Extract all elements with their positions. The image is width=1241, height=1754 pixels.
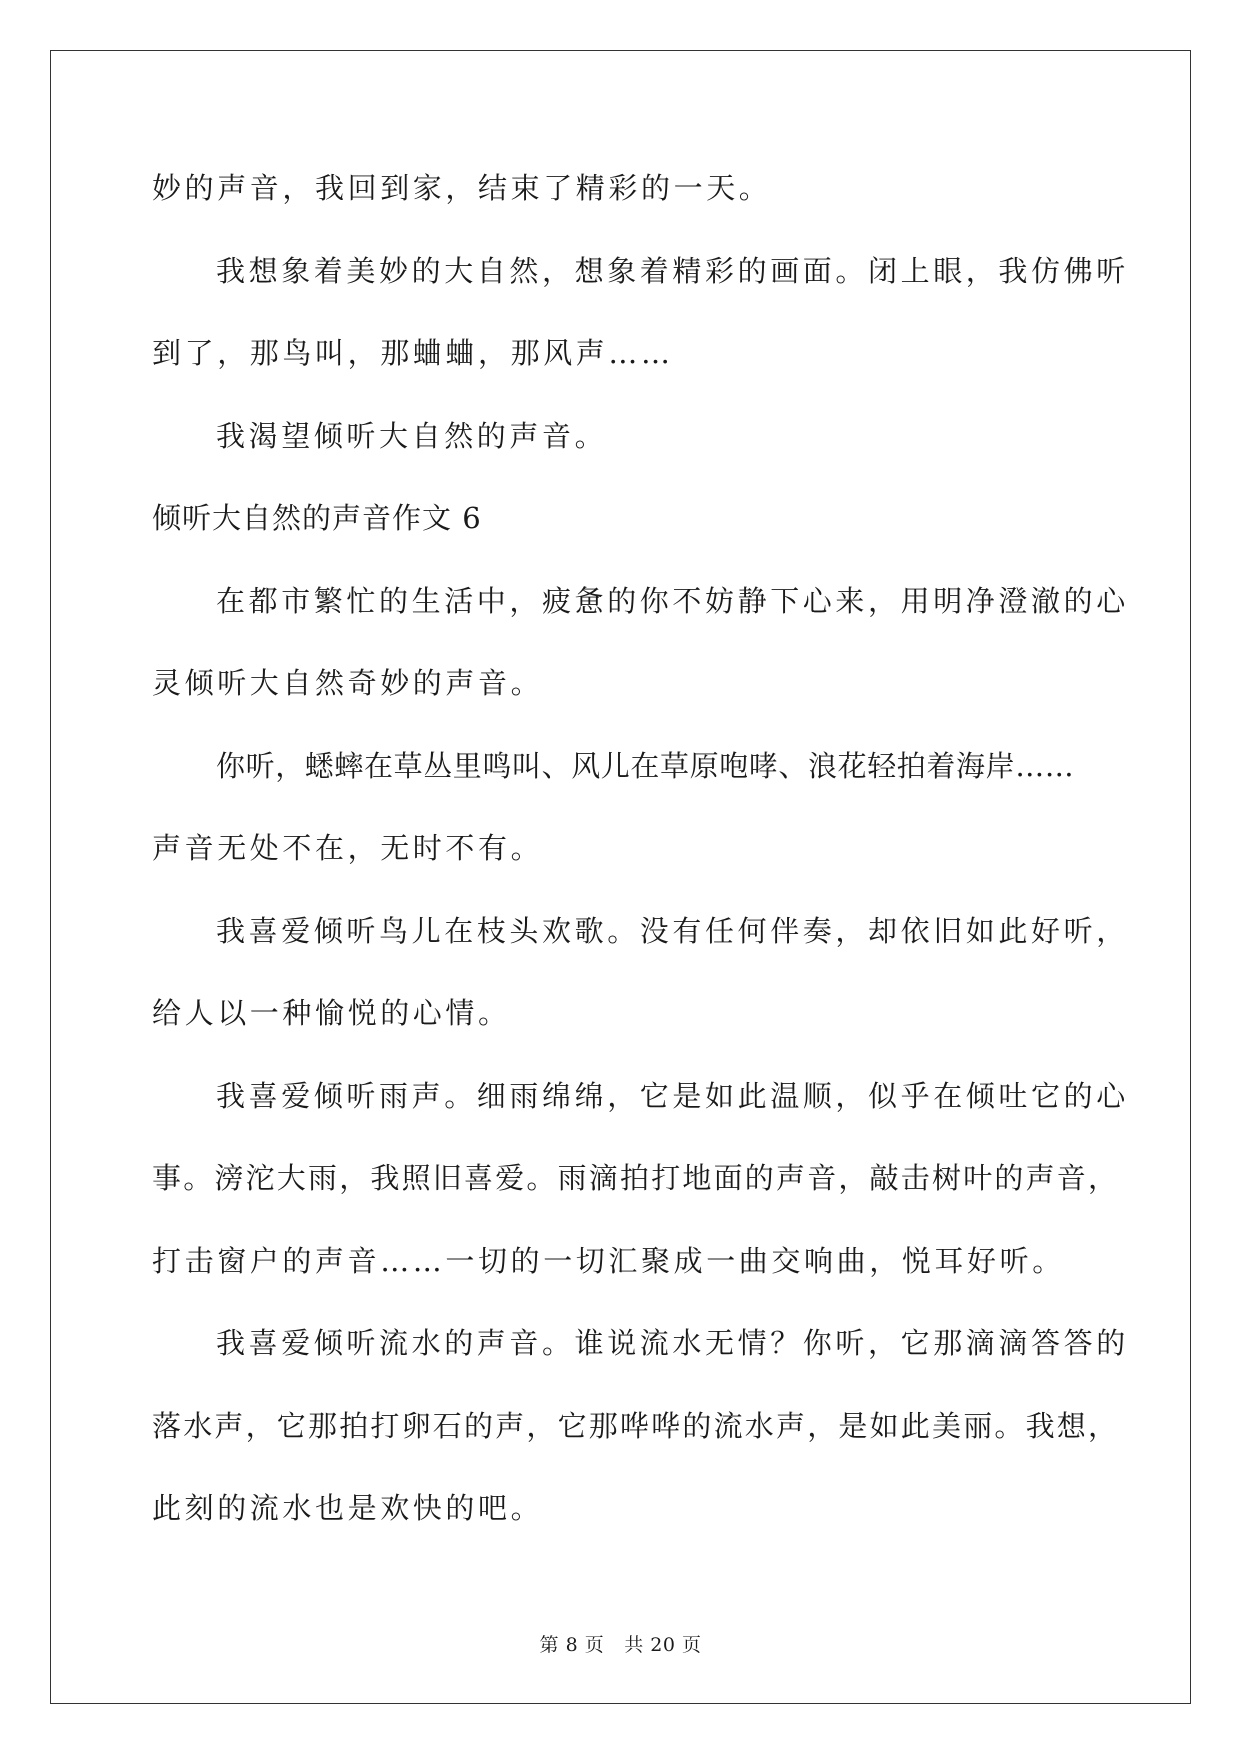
paragraph-start: 在都市繁忙的生活中，疲惫的你不妨静下心来，用明净澄澈的心 xyxy=(216,583,1129,618)
paragraph-start: 我想象着美妙的大自然，想象着精彩的画面。闭上眼，我仿佛听 xyxy=(216,253,1129,288)
text-line: 事。滂沱大雨，我照旧喜爱。雨滴拍打地面的声音，敲击树叶的声音， xyxy=(152,1161,1120,1195)
text-line: 落水声，它那拍打卵石的声，它那哗哗的流水声，是如此美丽。我想， xyxy=(152,1408,1120,1443)
document-body xyxy=(152,168,1129,1571)
paragraph-start: 我喜爱倾听流水的声音。谁说流水无情？你听，它那滴滴答答的 xyxy=(216,1326,1129,1360)
section-heading: 倾听大自然的声音作文 6 xyxy=(152,501,482,535)
page-number-total: 共 20 页 xyxy=(624,1634,702,1656)
paragraph-start: 我喜爱倾听雨声。细雨绵绵，它是如此温顺，似乎在倾吐它的心 xyxy=(216,1078,1129,1113)
page-number-current: 第 8 页 xyxy=(539,1634,605,1656)
text-line: 打击窗户的声音……一切的一切汇聚成一曲交响曲，悦耳好听。 xyxy=(152,1243,1065,1278)
text-line: 此刻的流水也是欢快的吧。 xyxy=(152,1491,544,1525)
text-line: 到了，那鸟叫，那蛐蛐，那风声…… xyxy=(152,336,674,370)
text-line: 灵倾听大自然奇妙的声音。 xyxy=(152,666,544,700)
paragraph-start: 你听，蟋蟀在草丛里鸣叫、风儿在草原咆哮、浪花轻拍着海岸…… xyxy=(216,748,1075,783)
page-footer xyxy=(0,1630,1241,1657)
text-line: 声音无处不在，无时不有。 xyxy=(152,831,544,865)
text-line: 妙的声音，我回到家，结束了精彩的一天。 xyxy=(152,171,772,205)
text-line: 给人以一种愉悦的心情。 xyxy=(152,996,511,1030)
paragraph-start: 我渴望倾听大自然的声音。 xyxy=(216,418,608,453)
paragraph-start: 我喜爱倾听鸟儿在枝头欢歌。没有任何伴奏，却依旧如此好听， xyxy=(216,913,1129,948)
